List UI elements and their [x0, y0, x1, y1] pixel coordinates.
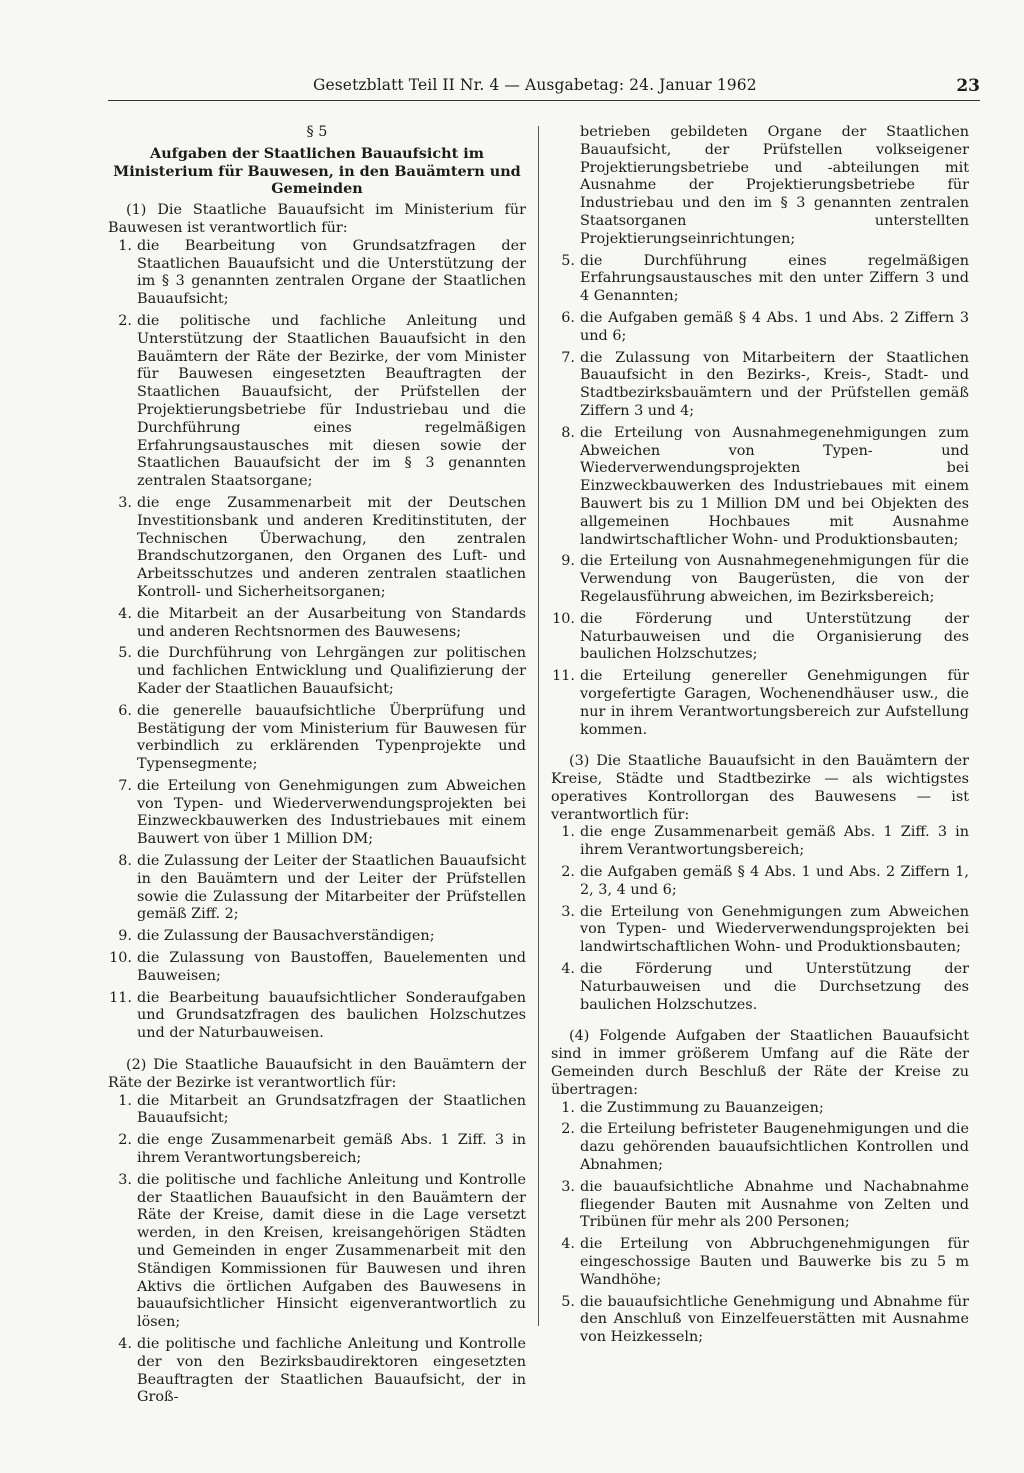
item-text: die Bearbeitung von Grundsatzfragen der Staatlichen Bauaufsicht und die Unterstützung der im § 3 genannten zentralen Organe der Staatlichen Bauaufsicht;	[137, 237, 526, 308]
item-text: die Erteilung von Genehmigungen zum Abweichen von Typen- und Wiederverwendungsprojekten bei landwirtschaftlichen Wohn- und Produktionsbauten;	[580, 903, 969, 956]
item-text: die Erteilung von Abbruchgenehmigungen für eingeschossige Bauten und Bauwerke bis zu 5 m Wandhöhe;	[580, 1236, 969, 1288]
item-text: die Förderung und Unterstützung der Naturbauweisen und die Organisierung des baulichen Holzschutzes;	[580, 610, 969, 663]
item-text: die Mitarbeit an der Ausarbeitung von Standards und anderen Rechtsnormen des Bauwesens;	[137, 605, 526, 640]
item-text: die Zulassung von Mitarbeitern der Staatlichen Bauaufsicht in den Bezirks-, Kreis-, Stadt- und Stadtbezirksbauämtern und der Prüfstellen gemäß Ziffern 3 und 4;	[580, 349, 969, 419]
list-paragraph-1	[108, 238, 526, 1043]
item-text: die Durchführung von Lehrgängen zur politischen und fachlichen Entwicklung und Qualifizierung der Kader der Staatlichen Bauaufsicht;	[137, 645, 526, 697]
item-number: 11.	[552, 668, 575, 685]
item-text: die bauaufsichtliche Genehmigung und Abnahme für den Anschluß von Einzelfeuerstätten mit Ausnahme von Heizkesseln;	[580, 1293, 969, 1346]
item-text: die bauaufsichtliche Abnahme und Nachabnahme fliegender Bauten mit Ausnahme von Zelten und Tribünen für mehr als 200 Personen;	[580, 1178, 969, 1231]
list-item	[108, 1336, 526, 1407]
item-number: 5.	[561, 1293, 575, 1310]
list-item	[551, 253, 969, 306]
list-paragraph-2	[108, 1093, 526, 1408]
list-item	[108, 990, 526, 1043]
item-text: die Durchführung eines regelmäßigen Erfahrungsaustausches mit den unter Ziffern 3 und 4 Genannten;	[580, 252, 969, 305]
right-column	[551, 124, 969, 1351]
paragraph-3: (3) Die Staatliche Bauaufsicht in den Bauämtern der Kreise, Städte und Stadtbezirke — als wichtigstes operatives Kontrollorgan des Bauwesens — ist verantwortlich für:	[551, 753, 969, 823]
item-number: 3.	[561, 1178, 575, 1195]
list-item	[551, 425, 969, 550]
list-item	[551, 350, 969, 421]
list-item	[108, 928, 526, 946]
item-text: die Zulassung von Baustoffen, Bauelementen und Bauweisen;	[137, 950, 526, 984]
paragraph-4: (4) Folgende Aufgaben der Staatlichen Bauaufsicht sind in immer größerem Umfang auf die Räte der Gemeinden durch Beschluß der Räte der Kreise zu übertragen:	[551, 1028, 969, 1098]
list-item	[551, 904, 969, 957]
item-number: 1.	[118, 237, 132, 254]
item-text: die Erteilung befristeter Baugenehmigungen und die dazu gehörenden bauaufsichtlichen Kontrollen und Abnahmen;	[580, 1121, 969, 1174]
item-number: 4.	[561, 1236, 575, 1253]
item-text: die Mitarbeit an Grundsatzfragen der Staatlichen Bauaufsicht;	[137, 1092, 526, 1127]
section-number: § 5	[306, 124, 328, 140]
list-item	[108, 950, 526, 986]
item-text: die politische und fachliche Anleitung und Unterstützung der Staatlichen Bauaufsicht in den Bauämtern der Räte der Bezirke, der vom Minister für Bauwesen eingesetzten Beauftragten der Staatlichen Bauaufsicht, der Prüfstellen der Projektierungsbetriebe für Industriebau und die Durchführung eines regelmäßigen Erfahrungsaustausches mit diesen sowie der Staatlichen Bauaufsicht der im § 3 genannten zentralen Staatsorgane;	[137, 312, 526, 490]
item-number: 5.	[118, 645, 132, 662]
item-text: die Erteilung von Ausnahmegenehmigungen zum Abweichen von Typen- und Wiederverwendungsprojekten bei Einzweckbauwerken des Industriebaues mit einem Bauwert bis zu 1 Million DM und bei Objekten des allgemeinen Hochbaues mit Ausnahme landwirtschaftlicher Wohn- und Produktionsbauten;	[580, 424, 969, 548]
list-item	[551, 824, 969, 860]
item-number: 5.	[561, 252, 575, 269]
item-number: 2.	[561, 864, 575, 881]
list-item	[551, 1179, 969, 1232]
spacer	[551, 743, 969, 753]
list-item	[551, 310, 969, 346]
list-item	[551, 611, 969, 664]
list-item	[108, 853, 526, 924]
item-text: die Förderung und Unterstützung der Naturbauweisen und die Durchsetzung des baulichen Holzschutzes.	[580, 961, 969, 1013]
item-text: die Zulassung der Leiter der Staatlichen Bauaufsicht in den Bauämtern und der Leiter der Prüfstellen sowie die Zulassung der Mitarbeiter der Prüfstellen gemäß Ziff. 2;	[137, 853, 526, 923]
item-text: die Erteilung genereller Genehmigungen für vorgefertigte Garagen, Wochenendhäuser usw., die nur in ihrem Verantwortungsbereich zur Aufstellung kommen.	[580, 668, 969, 738]
list-item	[551, 1121, 969, 1174]
list-paragraph-2-continued	[551, 253, 969, 740]
item-text: die generelle bauaufsichtliche Überprüfung und Bestätigung der vom Ministerium für Bauwesen für verbindlich zu erklärenden Typenprojekte und Typensegmente;	[137, 702, 526, 773]
list-item	[551, 1100, 969, 1118]
item-text: die politische und fachliche Anleitung und Kontrolle der von den Bezirksbaudirektoren eingesetzten Beauftragten der Staatlichen Bauaufsicht, der in Groß-	[137, 1336, 526, 1406]
item-number: 4.	[561, 961, 575, 978]
list-item	[108, 778, 526, 849]
item-number: 2.	[118, 1132, 132, 1149]
item-number: 11.	[109, 989, 132, 1006]
item-text: die enge Zusammenarbeit gemäß Abs. 1 Ziff. 3 in ihrem Verantwortungsbereich;	[580, 824, 969, 859]
paragraph-2: (2) Die Staatliche Bauaufsicht in den Bauämtern der Räte der Bezirke ist verantwortlich für:	[108, 1057, 526, 1091]
item-text: die enge Zusammenarbeit gemäß Abs. 1 Ziff. 3 in ihrem Verantwortungsbereich;	[137, 1132, 526, 1167]
list-paragraph-3	[551, 824, 969, 1014]
item-number: 9.	[561, 553, 575, 570]
item-number: 4.	[118, 1336, 132, 1352]
item-number: 8.	[118, 853, 132, 870]
list-item	[551, 1236, 969, 1289]
list-item	[108, 1093, 526, 1129]
item-number: 3.	[118, 494, 132, 511]
item-number: 3.	[561, 903, 575, 920]
item-text: die enge Zusammenarbeit mit der Deutschen Investitionsbank und anderen Kreditinstituten, der Technischen Überwachung, den zentralen Brandschutzorganen, den Organen des Luft- und Arbeitsschutzes und anderen zentralen staatlichen Kontroll- und Sicherheitsorganen;	[137, 494, 526, 600]
item-text: die Bearbeitung bauaufsichtlicher Sonderaufgaben und Grundsatzfragen des baulichen Holzschutzes und der Naturbauweisen.	[137, 989, 526, 1042]
item-text: die Zulassung der Bausachverständigen;	[137, 928, 435, 945]
list-item	[108, 606, 526, 642]
page-number: 23	[956, 76, 980, 96]
item-text: die Aufgaben gemäß § 4 Abs. 1 und Abs. 2 Ziffern 3 und 6;	[580, 309, 969, 344]
item-number: 10.	[552, 610, 575, 627]
item-number: 2.	[118, 312, 132, 329]
paragraph-1: (1) Die Staatliche Bauaufsicht im Ministerium für Bauwesen ist verantwortlich für:	[108, 202, 526, 236]
item-number: 3.	[118, 1171, 132, 1188]
list-item	[551, 864, 969, 900]
item-number: 6.	[561, 309, 575, 326]
header-title: Gesetzblatt Teil II Nr. 4 — Ausgabetag: 24. Januar 1962	[313, 76, 757, 94]
list-item	[551, 1294, 969, 1347]
list-item	[108, 645, 526, 698]
item-number: 6.	[118, 702, 132, 719]
continued-item-text: betrieben gebildeten Organe der Staatlichen Bauaufsicht, der Prüfstellen volkseigener Projektierungsbetriebe und -abteilungen mit Ausnahme der Projektierungsbetriebe für Industriebau und den im § 3 genannten zentralen Staatsorganen unterstellten Projektierungseinrichtungen;	[580, 124, 969, 247]
list-item	[108, 238, 526, 309]
column-divider	[538, 126, 539, 1326]
item-number: 10.	[109, 950, 132, 967]
list-item	[108, 495, 526, 602]
item-number: 7.	[118, 777, 132, 794]
item-number: 9.	[118, 928, 132, 945]
section-title: Aufgaben der Staatlichen Bauaufsicht im Ministerium für Bauwesen, in den Bauämtern und Gemeinden	[113, 144, 521, 198]
item-number: 8.	[561, 424, 575, 441]
list-item	[551, 668, 969, 739]
item-number: 1.	[118, 1092, 132, 1109]
list-item	[108, 1132, 526, 1168]
item-number: 4.	[118, 605, 132, 622]
item-number: 2.	[561, 1121, 575, 1138]
item-number: 1.	[561, 1099, 575, 1116]
list-item	[551, 961, 969, 1014]
item-text: die Aufgaben gemäß § 4 Abs. 1 und Abs. 2 Ziffern 1, 2, 3, 4 und 6;	[580, 864, 969, 898]
left-column	[108, 124, 526, 1411]
item-text: die Erteilung von Genehmigungen zum Abweichen von Typen- und Wiederverwendungsprojekten bei Einzweckbauwerken des Industriebaues mit einem Bauwert von über 1 Million DM;	[137, 777, 526, 848]
list-item	[108, 1172, 526, 1332]
item-number: 7.	[561, 349, 575, 366]
list-item	[551, 553, 969, 606]
item-text: die Zustimmung zu Bauanzeigen;	[580, 1099, 824, 1116]
list-item	[108, 313, 526, 491]
item-number: 1.	[561, 824, 575, 841]
item-text: die politische und fachliche Anleitung und Kontrolle der Staatlichen Bauaufsicht in den Bauämtern der Räte der Kreise, damit diese in die Lage versetzt werden, in den Kreisen, kreisangehörigen Städten und Gemeinden in enger Zusammenarbeit mit den Ständigen Kommissionen für Bauwesen und ihren Aktivs die örtlichen Aufgaben des Bauwesens in bauaufsichtlicher Hinsicht eigenverantwortlich zu lösen;	[137, 1171, 526, 1331]
list-paragraph-4	[551, 1100, 969, 1347]
item-text: die Erteilung von Ausnahmegenehmigungen für die Verwendung von Baugerüsten, die von der Regelausführung abweichen, im Bezirksbereich;	[580, 553, 969, 605]
list-item	[108, 703, 526, 774]
spacer	[108, 1047, 526, 1057]
header-rule	[108, 100, 980, 101]
page-header	[108, 76, 980, 102]
spacer	[551, 1018, 969, 1028]
